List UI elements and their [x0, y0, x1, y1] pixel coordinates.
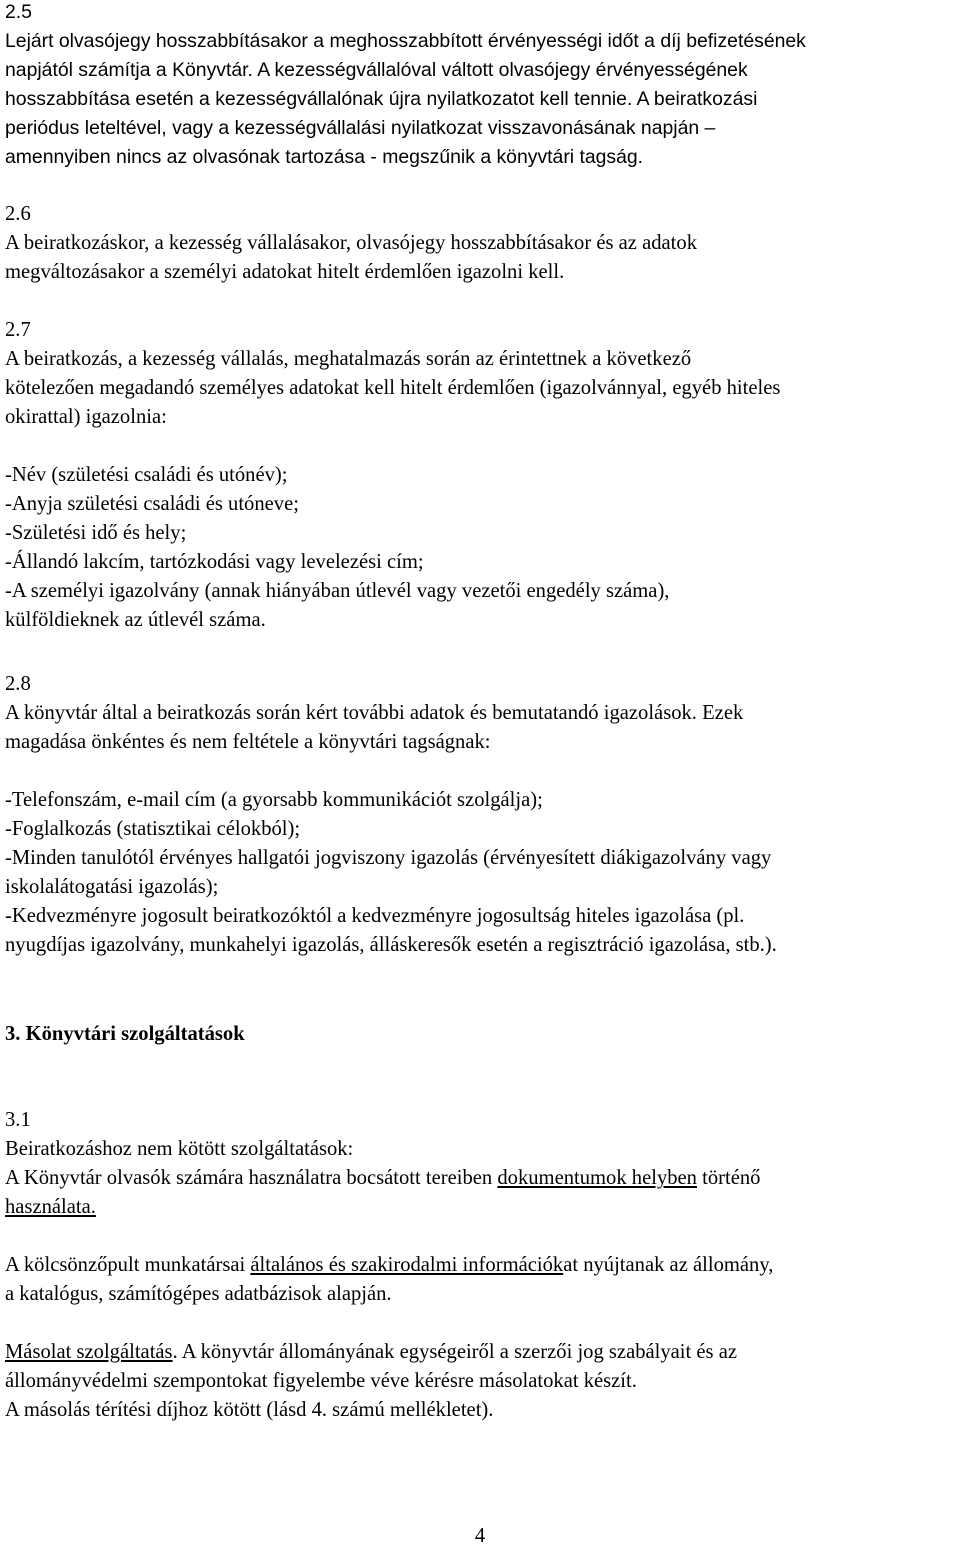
paragraph-line: megváltozásakor a személyi adatokat hitelt érdemlően igazolni kell. — [5, 261, 565, 283]
paragraph-line: A könyvtár által a beiratkozás során kért további adatok és bemutatandó igazolások. Ezek — [5, 702, 744, 724]
paragraph-line: napjától számítja a Könyvtár. A kezességvállalóval váltott olvasójegy érvényességének — [5, 59, 748, 81]
list-item: -Foglalkozás (statisztikai célokból); — [5, 818, 301, 840]
section-3-1 — [5, 1106, 773, 1425]
section-number: 2.5 — [5, 1, 32, 23]
section-number: 2.7 — [5, 319, 31, 341]
paragraph-line: Lejárt olvasójegy hosszabbításakor a meghosszabbított érvényességi időt a díj befizetésének — [5, 30, 806, 52]
paragraph-line — [5, 1164, 773, 1193]
paragraph-line: magadása önkéntes és nem feltétele a könyvtári tagságnak: — [5, 731, 491, 753]
list-item: -Állandó lakcím, tartózkodási vagy levelezési cím; — [5, 551, 424, 573]
section-2-6 — [5, 200, 697, 287]
list-item: -Név (születési családi és utónév); — [5, 464, 288, 486]
paragraph-line: amennyiben nincs az olvasónak tartozása - megszűnik a könyvtári tagság. — [5, 146, 644, 168]
paragraph-line: A másolás térítési díjhoz kötött (lásd 4. számú mellékletet). — [5, 1399, 494, 1421]
paragraph-line: A beiratkozáskor, a kezesség vállalásakor, olvasójegy hosszabbításakor és az adatok — [5, 232, 697, 254]
paragraph-line: Beiratkozáshoz nem kötött szolgáltatások: — [5, 1138, 354, 1160]
list-item: iskolalátogatási igazolás); — [5, 876, 219, 898]
paragraph-line: kötelezően megadandó személyes adatokat kell hitelt érdemlően (igazolvánnyal, egyéb hiteles — [5, 377, 781, 399]
underlined-term: használata. — [5, 1196, 96, 1218]
section-number: 2.6 — [5, 203, 31, 225]
paragraph-line: A beiratkozás, a kezesség vállalás, meghatalmazás során az érintettnek a következő — [5, 348, 692, 370]
text-run: történő — [696, 1167, 761, 1189]
section-2-8 — [5, 670, 777, 960]
section-2-5 — [5, 0, 806, 172]
list-item: -Születési idő és hely; — [5, 522, 187, 544]
text-run: at nyújtanak az állomány, — [563, 1254, 774, 1276]
list-item: -Kedvezményre jogosult beiratkozóktól a kedvezményre jogosultság hiteles igazolása (pl. — [5, 905, 745, 927]
underlined-term: általános és szakirodalmi információk — [250, 1254, 564, 1276]
page-number: 4 — [474, 1525, 486, 1547]
text-run: . A könyvtár állományának egységeiről a szerzői jog szabályait és az — [172, 1341, 737, 1363]
paragraph-line: a katalógus, számítógépes adatbázisok alapján. — [5, 1283, 392, 1305]
list-item: -Telefonszám, e-mail cím (a gyorsabb kommunikációt szolgálja); — [5, 789, 543, 811]
text-run: A Könyvtár olvasók számára használatra bocsátott tereiben — [5, 1167, 498, 1189]
paragraph-line: periódus leteltével, vagy a kezességvállalási nyilatkozat visszavonásának napján – — [5, 117, 716, 139]
section-title: 3. Könyvtári szolgáltatások — [5, 1023, 245, 1045]
spacer — [5, 432, 780, 461]
paragraph-line — [5, 1251, 773, 1280]
list-item: -Anyja születési családi és utóneve; — [5, 493, 299, 515]
list-item: -Minden tanulótól érvényes hallgatói jogviszony igazolás (érvényesített diákigazolvány vagy — [5, 847, 772, 869]
list-item: külföldieknek az útlevél száma. — [5, 609, 266, 631]
paragraph-line: állományvédelmi szempontokat figyelembe véve kérésre másolatokat készít. — [5, 1370, 637, 1392]
underlined-term: dokumentumok helyben — [497, 1167, 697, 1189]
paragraph-line: okirattal) igazolnia: — [5, 406, 167, 428]
list-item: nyugdíjas igazolvány, munkahelyi igazolás, álláskeresők esetén a regisztráció igazolása, stb.). — [5, 934, 777, 956]
spacer — [5, 1222, 773, 1251]
paragraph-line — [5, 1338, 773, 1367]
list-item: -A személyi igazolvány (annak hiányában útlevél vagy vezetői engedély száma), — [5, 580, 670, 602]
section-number: 3.1 — [5, 1109, 31, 1131]
spacer — [5, 1309, 773, 1338]
section-number: 2.8 — [5, 673, 31, 695]
spacer — [5, 757, 777, 786]
section-2-7 — [5, 316, 780, 635]
text-run: A kölcsönzőpult munkatársai — [5, 1254, 251, 1276]
section-heading-3 — [5, 1020, 245, 1049]
paragraph-line: hosszabbítása esetén a kezességvállalónak újra nyilatkozatot kell tennie. A beiratkozási — [5, 88, 758, 110]
underlined-term: Másolat szolgáltatás — [5, 1341, 173, 1363]
